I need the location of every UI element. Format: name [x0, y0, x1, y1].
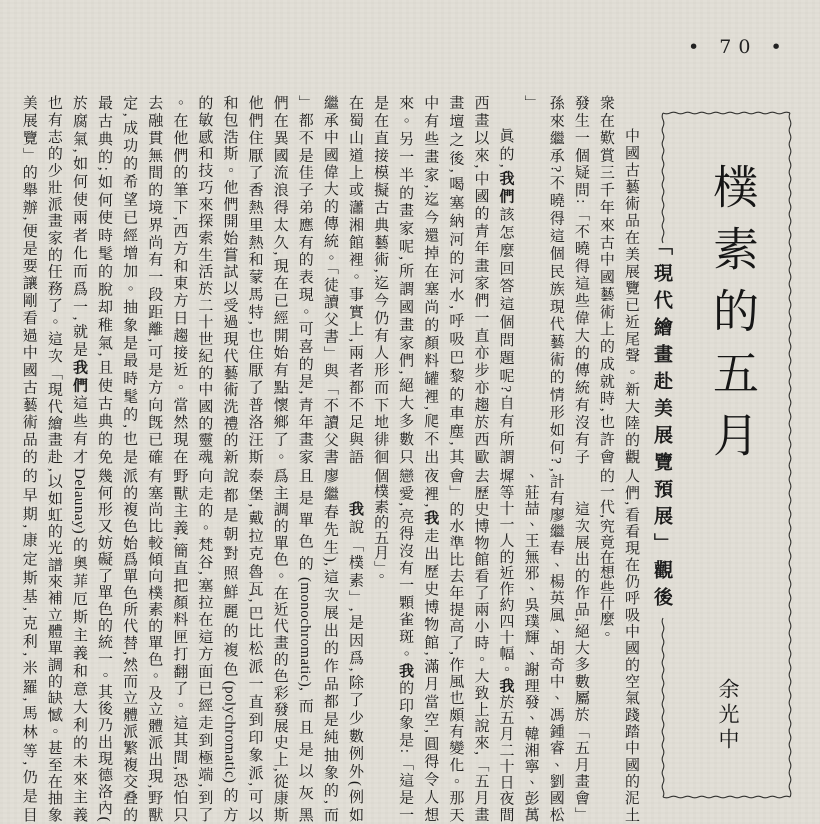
text-column: 眞的,我們該怎麼回答這個問題呢?自有所謂 — [497, 128, 514, 465]
border-right — [789, 113, 791, 797]
article-subtitle: 「現代繪畫赴美展覽預展」觀後 — [651, 236, 672, 614]
text-column: 」都不是佳子弟應有的表現。可喜的是,青年畫家 — [296, 95, 313, 465]
text-column: 夜裡,我走出歷史博物館,滿月當空,圓得令人想 — [422, 468, 439, 823]
text-column: Delaunay)的奧菲厄斯主義和意大利的未來主義 — [70, 468, 87, 822]
text-column: 爲主調的單色。在近代畫的色彩發展史上,從康斯 — [271, 468, 288, 822]
text-column: 泰堡,戴拉克魯瓦,巴比松派一直到印象派,可以 — [246, 468, 263, 822]
text-column: 個樸素的五月」。 — [372, 468, 389, 584]
text-column: 最古典的;如何使時髦的脫却稚氣,且使古典的免 — [96, 95, 113, 465]
text-column: 和包浩斯。他們開始嘗試以受過現代藝術洗禮的新 — [221, 95, 238, 465]
text-column: 發生一個疑問:「不曉得這些偉大的傳統有沒有子 — [572, 95, 589, 465]
text-column: 去歷史博物館看了兩小時。大致上說來,「五月畫 — [472, 468, 489, 822]
text-column: 墀等十一人的近作約四十幅。我於五月二十日夜間 — [497, 468, 514, 822]
text-column: 中有些畫家,迄今還掉在塞尚的顏料罐裡,爬不出 — [422, 95, 439, 465]
text-column: 說都是朝對照鮮麗的複色(polychromatic)的方 — [221, 468, 238, 822]
text-column: 畫壇之後,喝塞納河的河水,呼吸巴黎的車塵,其 — [447, 95, 464, 465]
text-column: 廖繼春先生),這次展出的作品都是純抽象的,而 — [321, 468, 338, 822]
masthead — [646, 105, 816, 807]
border-bottom — [663, 796, 790, 798]
text-column: 衆在歎賞三千年來古中國藝術上的成就時,也許會 — [597, 95, 614, 465]
text-column: 繼承中國偉大的傳統。「徒讀父書」與「不讀父書 — [321, 95, 338, 465]
border-left-upper — [662, 113, 664, 243]
text-column: 中國古藝術品在美展覽已近尾聲。新大陸的觀 — [623, 128, 639, 465]
text-column: 於腐氣,如何使兩者化而爲一,就是我們這些有才 — [70, 95, 87, 466]
text-column: 去融貫無間的境界尚有一段距離,可是方向旣已確 — [146, 95, 163, 465]
article-band-bottom — [14, 468, 643, 822]
text-column: ,以如虹的光譜來補立體單調的缺憾。甚至在抽象 — [45, 468, 62, 822]
text-column: 孫來繼承?不曉得這個民族現代藝術的情形如何? — [547, 95, 564, 465]
text-column: 是在直接模擬古典藝術,迄今仍有人形而下地徘徊 — [372, 95, 389, 465]
text-column: 的一代,究竟在想些什麼。 — [597, 468, 614, 642]
text-column: 會」的水準比去年提高了,作風也頗有變化。那天 — [447, 468, 464, 822]
text-column: 。在他們的筆下,西方和東方日趨接近。當然現在 — [171, 95, 188, 465]
text-column: 他們住厭了香熱里熱和蒙馬特,也住厭了普洛汪斯 — [246, 95, 263, 465]
text-column: 來。另一半的畫家呢,所謂國畫家們,絕大多數只 — [397, 95, 414, 465]
text-column: 的敏感和技巧來探索生活於二十世紀的中國的靈魂 — [196, 95, 213, 465]
text-column: 幾何形又妨礙了單色的統一。其後乃出現德洛內( — [96, 468, 113, 822]
text-column: 西畫以來,中國的青年畫家們一直亦步亦趨於西歐 — [472, 95, 489, 465]
text-column: 向走的。梵谷,塞拉在這方面已經走到極端,到了 — [196, 468, 213, 822]
text-column: 定,成功的希望已經增加。抽象是最時髦的,也是 — [121, 95, 138, 465]
text-column: 有塞尚比較傾向樸素的單色。及立體派出現,野獸 — [146, 468, 163, 822]
article-band-top — [14, 95, 643, 465]
text-column: 這次展出的作品,絕大多數屬於「五月畫會」 — [572, 501, 589, 822]
text-column: 在蜀山道上或瀟湘館裡。事實上,兩者都不足與語 — [346, 95, 363, 465]
text-column: 們在異國流浪得太久,現在已經開始有點懷鄉了。 — [271, 95, 288, 465]
text-column: 戀愛,亮得沒有一顆雀斑。我的印象是:「這是一 — [397, 468, 414, 822]
text-column: 且是單色的(monochromatic),而且是以灰黑 — [296, 468, 313, 822]
text-column: ,計有廖繼春、楊英風、胡奇中、馮鍾睿、劉國松 — [547, 468, 564, 822]
text-column: 美展覽」的舉辦,便是要讓剛看過中國古藝術品的 — [20, 95, 37, 465]
text-column: 的早期,康定斯基,克利,米羅,馬林等,仍是目 — [20, 468, 37, 822]
text-column: 也有志的少壯派畫家的任務了。這次「現代繪畫赴 — [45, 95, 62, 465]
text-column: 派的複色始爲單色所代替,然而立體派繁複交叠的 — [121, 468, 138, 822]
article-author: 余光中 — [716, 678, 740, 753]
text-column: 、莊喆、王無邪、吳璞輝、謝理發、韓湘寧、彭萬 — [522, 468, 539, 822]
article-title: 樸素的五月 — [707, 163, 758, 473]
text-column: 人們,看看現在仍呼吸中國的空氣踐踏中國的泥土 — [623, 468, 639, 822]
text-column: 我說「樸素」,是因爲,除了少數例外(例如 — [346, 501, 363, 822]
border-left-lower — [662, 618, 664, 797]
page-number: • 70 • — [688, 36, 789, 58]
text-column: 」 — [522, 95, 539, 112]
border-top — [663, 112, 790, 114]
text-column: 野獸主義,簡直把顏料匣打翻了。這其間,恐怕只 — [171, 468, 188, 822]
